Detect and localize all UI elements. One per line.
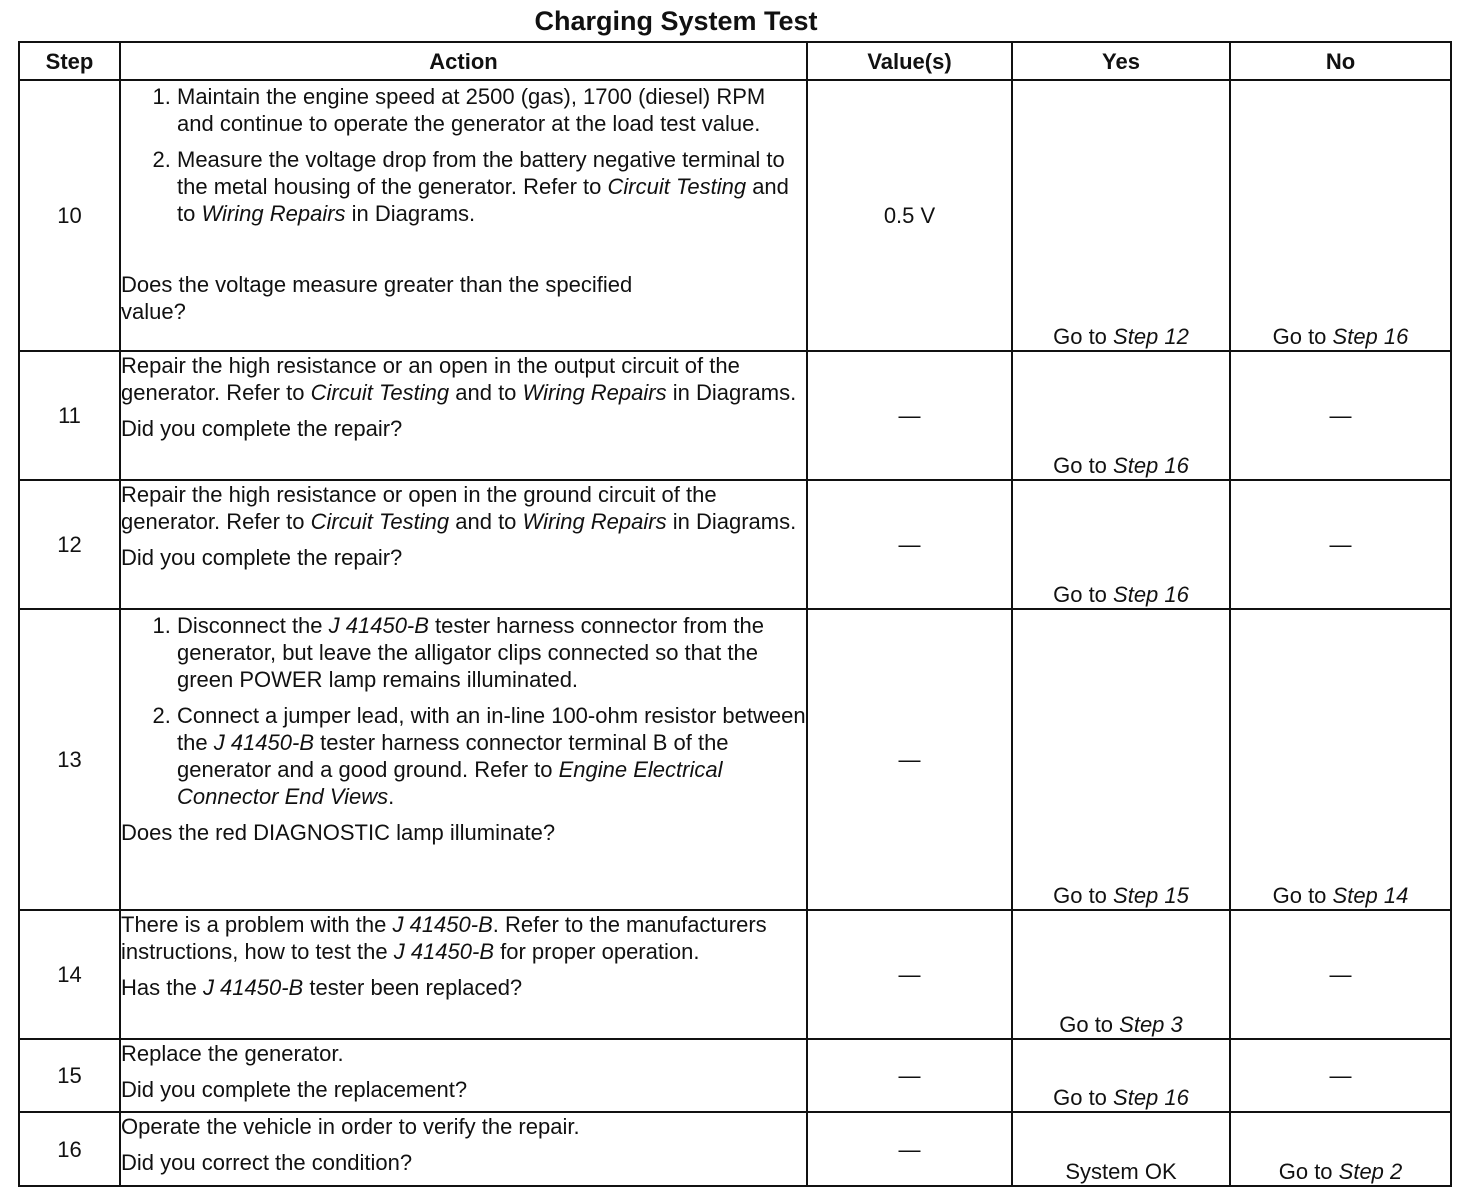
charging-system-test-table xyxy=(18,41,1452,1187)
value-cell: — xyxy=(807,480,1012,609)
value-cell: — xyxy=(807,1112,1012,1186)
table-row xyxy=(19,609,1451,910)
value-cell: 0.5 V xyxy=(807,80,1012,351)
action-question: Has the J 41450-B tester been replaced? xyxy=(121,975,523,1000)
yes-cell: Go to Step 3 xyxy=(1012,910,1230,1039)
table-row xyxy=(19,80,1451,351)
step-reference: Step 14 xyxy=(1332,883,1409,908)
header-step: Step xyxy=(19,42,120,80)
reference-link: Wiring Repairs xyxy=(201,201,346,226)
table-row xyxy=(19,910,1451,1039)
action-cell xyxy=(120,351,807,480)
action-question: Does the red DIAGNOSTIC lamp illuminate? xyxy=(121,820,556,845)
action-step: 1. Disconnect the J 41450-B tester harness connector from the generator, but leave the alligator clips connected so that the green POWER lamp remains illuminated. xyxy=(177,612,806,693)
table-title: Charging System Test xyxy=(534,6,818,36)
action-steps-list xyxy=(121,83,806,227)
no-cell: Go to Step 16 xyxy=(1230,80,1451,351)
step-number: 15 xyxy=(19,1039,120,1112)
action-cell xyxy=(120,1112,807,1186)
action-cell xyxy=(120,1039,807,1112)
yes-cell: Go to Step 16 xyxy=(1012,480,1230,609)
table-row xyxy=(19,1039,1451,1112)
tool-reference: J 41450-B xyxy=(393,939,494,964)
action-text: Repair the high resistance or open in the ground circuit of the generator. Refer to Circuit Testing and to Wiring Repairs in Diagrams. xyxy=(121,482,797,534)
tool-reference: J 41450-B xyxy=(392,912,493,937)
reference-link: Circuit Testing xyxy=(310,380,450,405)
step-reference: Step 12 xyxy=(1113,324,1189,349)
action-question: Did you complete the repair? xyxy=(121,545,403,570)
action-question: Did you complete the repair? xyxy=(121,416,403,441)
step-number: 11 xyxy=(19,351,120,480)
action-cell xyxy=(120,910,807,1039)
action-step: 2. Connect a jumper lead, with an in-line 100-ohm resistor between the J 41450-B tester harness connector terminal B of the generator and a good ground. Refer to Engine Electrical Connector End Views. xyxy=(177,702,806,810)
yes-cell: Go to Step 12 xyxy=(1012,80,1230,351)
value-cell: — xyxy=(807,910,1012,1039)
table-row xyxy=(19,1112,1451,1186)
step-number: 12 xyxy=(19,480,120,609)
step-reference: Step 3 xyxy=(1119,1012,1183,1037)
yes-cell: Go to Step 16 xyxy=(1012,1039,1230,1112)
value-cell: — xyxy=(807,351,1012,480)
tool-reference: J 41450-B xyxy=(328,613,429,638)
no-cell: — xyxy=(1230,351,1451,480)
step-number: 14 xyxy=(19,910,120,1039)
value-cell: — xyxy=(807,609,1012,910)
action-text: Repair the high resistance or an open in the output circuit of the generator. Refer to Circuit Testing and to Wiring Repairs in Diagrams. xyxy=(121,353,797,405)
action-text: Operate the vehicle in order to verify the repair. xyxy=(121,1114,580,1139)
table-row xyxy=(19,480,1451,609)
step-reference: Step 16 xyxy=(1332,324,1409,349)
step-reference: Step 16 xyxy=(1113,1085,1189,1110)
tool-reference: J 41450-B xyxy=(213,730,314,755)
header-row xyxy=(19,42,1451,80)
reference-link: Circuit Testing xyxy=(607,174,747,199)
action-text: Replace the generator. xyxy=(121,1041,344,1066)
action-steps-list xyxy=(121,612,806,810)
action-question: Did you correct the condition? xyxy=(121,1150,413,1175)
yes-cell: Go to Step 16 xyxy=(1012,351,1230,480)
no-cell: — xyxy=(1230,910,1451,1039)
tool-reference: J 41450-B xyxy=(202,975,304,1000)
step-number: 13 xyxy=(19,609,120,910)
step-reference: Step 2 xyxy=(1338,1159,1403,1184)
action-cell xyxy=(120,480,807,609)
action-question: Did you complete the replacement? xyxy=(121,1077,468,1102)
header-action: Action xyxy=(120,42,807,80)
step-reference: Step 15 xyxy=(1113,883,1189,908)
action-cell xyxy=(120,609,807,910)
step-reference: Step 16 xyxy=(1113,453,1189,478)
action-cell xyxy=(120,80,807,351)
header-no: No xyxy=(1230,42,1451,80)
no-cell: Go to Step 14 xyxy=(1230,609,1451,910)
reference-link: Engine Electrical Connector End Views xyxy=(177,757,723,809)
reference-link: Wiring Repairs xyxy=(522,509,667,534)
step-number: 10 xyxy=(19,80,120,351)
no-cell: — xyxy=(1230,480,1451,609)
action-step: 1. Maintain the engine speed at 2500 (gas), 1700 (diesel) RPM and continue to operate the generator at the load test value. xyxy=(177,83,806,137)
value-cell: — xyxy=(807,1039,1012,1112)
yes-cell: Go to Step 15 xyxy=(1012,609,1230,910)
no-cell: — xyxy=(1230,1039,1451,1112)
header-yes: Yes xyxy=(1012,42,1230,80)
yes-cell: System OK xyxy=(1012,1112,1230,1186)
reference-link: Wiring Repairs xyxy=(522,380,667,405)
action-step: 2. Measure the voltage drop from the battery negative terminal to the metal housing of the generator. Refer to Circuit Testing and to Wiring Repairs in Diagrams. xyxy=(177,146,806,227)
action-text: There is a problem with the J 41450-B. Refer to the manufacturers instructions, how to test the J 41450-B for proper operation. xyxy=(121,912,767,964)
no-cell: Go to Step 2 xyxy=(1230,1112,1451,1186)
header-values: Value(s) xyxy=(807,42,1012,80)
reference-link: Circuit Testing xyxy=(310,509,450,534)
step-number: 16 xyxy=(19,1112,120,1186)
table-row xyxy=(19,351,1451,480)
step-reference: Step 16 xyxy=(1113,582,1189,607)
action-question: Does the voltage measure greater than the specified value? xyxy=(121,272,633,324)
